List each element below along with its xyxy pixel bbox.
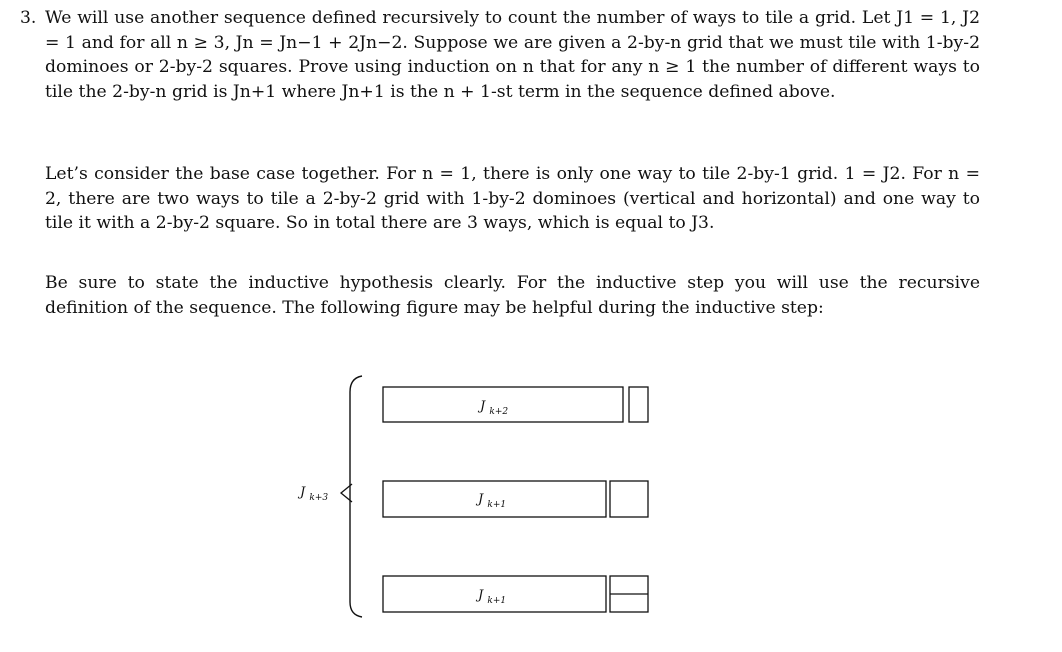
figure-bracket (350, 376, 362, 617)
problem-number: 3. (20, 8, 37, 28)
row2-grid-rect (383, 481, 606, 517)
row3-grid-rect (383, 576, 606, 612)
row3-label (475, 588, 506, 606)
brace-label-text: J (300, 485, 306, 500)
problem-task: Suppose we are given a 2-by-n grid that we must tile with 1-by-2 dominoes or 2-by-2 squares. Prove using induction on n that for any n ≥ 1 the number of different ways to tile the 2-by-n grid is Jn+1 where Jn+1 is the n + 1-st term in the sequence defined above. (45, 32, 980, 102)
row2-label (475, 492, 506, 510)
row1-label (477, 399, 508, 417)
problem-intro: We will use another sequence defined recursively to count the number of ways to tile a grid. Let (45, 8, 891, 28)
row2-square (610, 481, 648, 517)
row2-label-text: J (478, 492, 484, 507)
base-case-paragraph: Let’s consider the base case together. For n = 1, there is only one way to tile 2-by-1 grid. 1 = J2. For n = 2, there are two ways to tile a 2-by-2 grid with 1-by-2 dominoes (vertical and horizontal) and one way to tile it with a 2-by-2 square. So in total there are 3 ways, which is equal to J3. (45, 164, 980, 233)
problem-recursion: J1 = 1, J2 = 1 and for all n ≥ 3, Jn = Jn−1 + 2Jn−2. (45, 8, 980, 53)
row1-vertical-domino (629, 387, 648, 422)
brace-label-text-subscript: k+3 (309, 493, 329, 503)
row1-label-text: J (480, 399, 486, 414)
row3-label-text: J (478, 588, 484, 603)
row3-label-text-subscript: k+1 (487, 596, 507, 606)
hint-paragraph: Be sure to state the inductive hypothesis clearly. For the inductive step you will use the recursive definition of the sequence. The following figure may be helpful during the inductive step: (45, 273, 980, 318)
row2-label-text-subscript: k+1 (487, 500, 507, 510)
row1-label-text-subscript: k+2 (489, 407, 509, 417)
brace-label (297, 485, 328, 503)
